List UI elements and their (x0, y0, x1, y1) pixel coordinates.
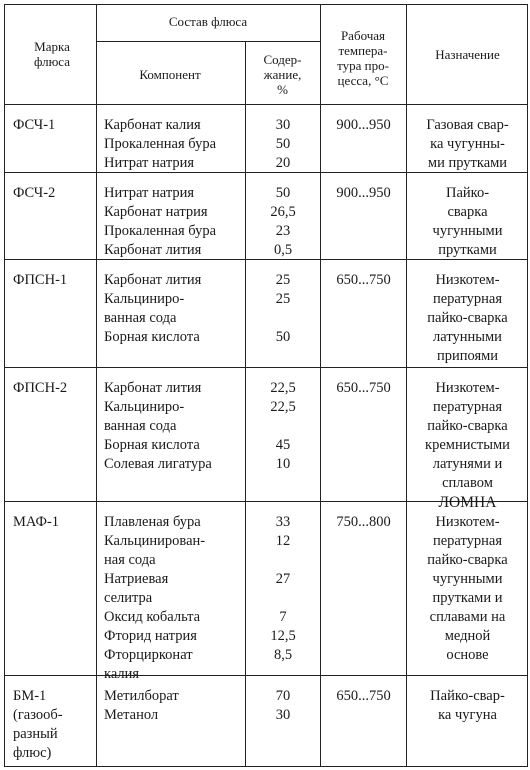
header-content (246, 52, 319, 97)
purpose-text: латунными (433, 329, 502, 345)
column-divider-brand (96, 4, 97, 767)
component-content: 50 (275, 136, 291, 152)
process-temperature: 900...950 (336, 185, 391, 201)
component-content: 26,5 (270, 204, 296, 220)
purpose-text: ка чугуна (438, 707, 497, 723)
purpose-text: пайко-сварка (427, 418, 508, 434)
component-content: 12,5 (270, 628, 296, 644)
component-name: Карбонат лития (104, 242, 202, 258)
header-content-line2: жание, (263, 67, 302, 82)
flux-brand: ФСЧ-2 (13, 185, 56, 201)
purpose-text: ЛОМНА (438, 494, 497, 511)
purpose-text: Газовая свар- (426, 117, 509, 133)
component-name: Кальциниро- (104, 399, 185, 415)
component-content: 8,5 (273, 647, 293, 663)
component-name: Прокаленная бура (104, 223, 217, 239)
header-bottom-rule (4, 104, 528, 105)
component-content: 33 (275, 514, 291, 530)
component-content: 25 (275, 272, 291, 288)
flux-brand: ФПСН-2 (13, 380, 68, 396)
component-content: 10 (275, 456, 291, 472)
purpose-text: сплавами на (429, 609, 506, 625)
header-brand-line1: Марка (34, 39, 70, 54)
header-purpose: Назначение (435, 47, 500, 62)
purpose-text: Пайко-свар- (430, 688, 505, 704)
component-name: Кальцинирован- (104, 533, 206, 549)
flux-brand: ФСЧ-1 (13, 117, 56, 133)
header-content-line1: Содер- (263, 52, 302, 67)
purpose-text: сплавом (442, 475, 493, 491)
table-left-border (4, 4, 5, 767)
header-temp-line4: цесса, °C (337, 73, 389, 88)
purpose-text: Низкотем- (435, 514, 500, 530)
component-content: 7 (279, 609, 287, 625)
purpose-text: чугунными (432, 223, 503, 239)
flux-brand: МАФ-1 (13, 514, 59, 530)
component-name: Карбонат натрия (104, 204, 208, 220)
purpose-text: пайко-сварка (427, 552, 508, 568)
component-content: 50 (275, 185, 291, 201)
component-content: 20 (275, 155, 291, 171)
component-name: Нитрат натрия (104, 185, 195, 201)
header-temp-line1: Рабочая (340, 28, 386, 43)
component-name: Фторид натрия (104, 628, 197, 644)
component-name: Прокаленная бура (104, 136, 217, 152)
flux-brand: БМ-1 (13, 688, 47, 704)
purpose-text: прутками и (432, 590, 503, 606)
component-name: Кальциниро- (104, 291, 185, 307)
flux-brand: ФПСН-1 (13, 272, 68, 288)
purpose-text: прутками (438, 242, 497, 258)
component-name: Карбонат лития (104, 272, 202, 288)
header-temp-line3: тура про- (337, 58, 389, 73)
component-content: 23 (275, 223, 291, 239)
header-component: Компонент (139, 67, 201, 82)
component-content: 70 (275, 688, 291, 704)
process-temperature: 750...800 (336, 514, 391, 530)
purpose-text: ка чугунны- (430, 136, 505, 152)
component-content: 27 (275, 571, 291, 587)
purpose-text: Низкотем- (435, 380, 500, 396)
table-top-border (4, 4, 528, 5)
purpose-text: пературная (432, 533, 503, 549)
component-content: 45 (275, 437, 291, 453)
purpose-text: кремнистыми (425, 437, 510, 453)
purpose-text: медной (444, 628, 491, 644)
purpose-text: сварка (447, 204, 488, 220)
purpose-text: основе (446, 647, 489, 663)
component-content: 50 (275, 329, 291, 345)
component-name: Натриевая (104, 571, 169, 587)
process-temperature: 650...750 (336, 380, 391, 396)
component-content: 22,5 (270, 399, 296, 415)
flux-brand: (газооб- (13, 707, 63, 723)
purpose-text: пературная (432, 291, 503, 307)
header-brand-line2: флюса (34, 54, 70, 69)
component-name: Оксид кобальта (104, 609, 201, 625)
row-divider (4, 675, 528, 676)
component-name: Солевая лигатура (104, 456, 212, 472)
component-name: Нитрат натрия (104, 155, 195, 171)
process-temperature: 650...750 (336, 272, 391, 288)
table-bottom-border (4, 766, 528, 767)
purpose-text: ми прутками (427, 155, 508, 171)
process-temperature: 650...750 (336, 688, 391, 704)
component-content: 30 (275, 117, 291, 133)
component-content: 12 (275, 533, 291, 549)
purpose-text: пературная (432, 399, 503, 415)
header-composition: Состав флюса (168, 14, 248, 29)
header-content-line3: % (277, 82, 288, 97)
process-temperature: 900...950 (336, 117, 391, 133)
component-name: селитра (104, 590, 153, 606)
component-content: 0,5 (273, 242, 293, 258)
row-divider (4, 367, 528, 368)
component-name: Плавленая бура (104, 514, 201, 530)
header-brand (14, 39, 90, 69)
component-name: Метанол (104, 707, 159, 723)
component-content: 25 (275, 291, 291, 307)
purpose-text: Низкотем- (435, 272, 500, 288)
purpose-text: чугунными (432, 571, 503, 587)
component-name: ная сода (104, 552, 156, 568)
purpose-text: пайко-сварка (427, 310, 508, 326)
component-content: 22,5 (270, 380, 296, 396)
purpose-text: Пайко- (445, 185, 490, 201)
component-name: Карбонат калия (104, 117, 201, 133)
header-subdivider (96, 41, 321, 42)
component-name: калия (104, 666, 140, 682)
component-name: Борная кислота (104, 329, 200, 345)
component-name: Борная кислота (104, 437, 200, 453)
purpose-text: латунями и (432, 456, 503, 472)
component-name: ванная сода (104, 418, 177, 434)
flux-brand: флюс) (13, 745, 52, 761)
header-temp-line2: темпера- (338, 43, 388, 58)
purpose-text: припоями (436, 348, 499, 364)
component-name: Метилборат (104, 688, 179, 704)
component-content: 30 (275, 707, 291, 723)
component-name: ванная сода (104, 310, 177, 326)
component-name: Карбонат лития (104, 380, 202, 396)
header-temperature (321, 28, 405, 88)
component-name: Фторцирконат (104, 647, 193, 663)
flux-brand: разный (13, 726, 58, 742)
